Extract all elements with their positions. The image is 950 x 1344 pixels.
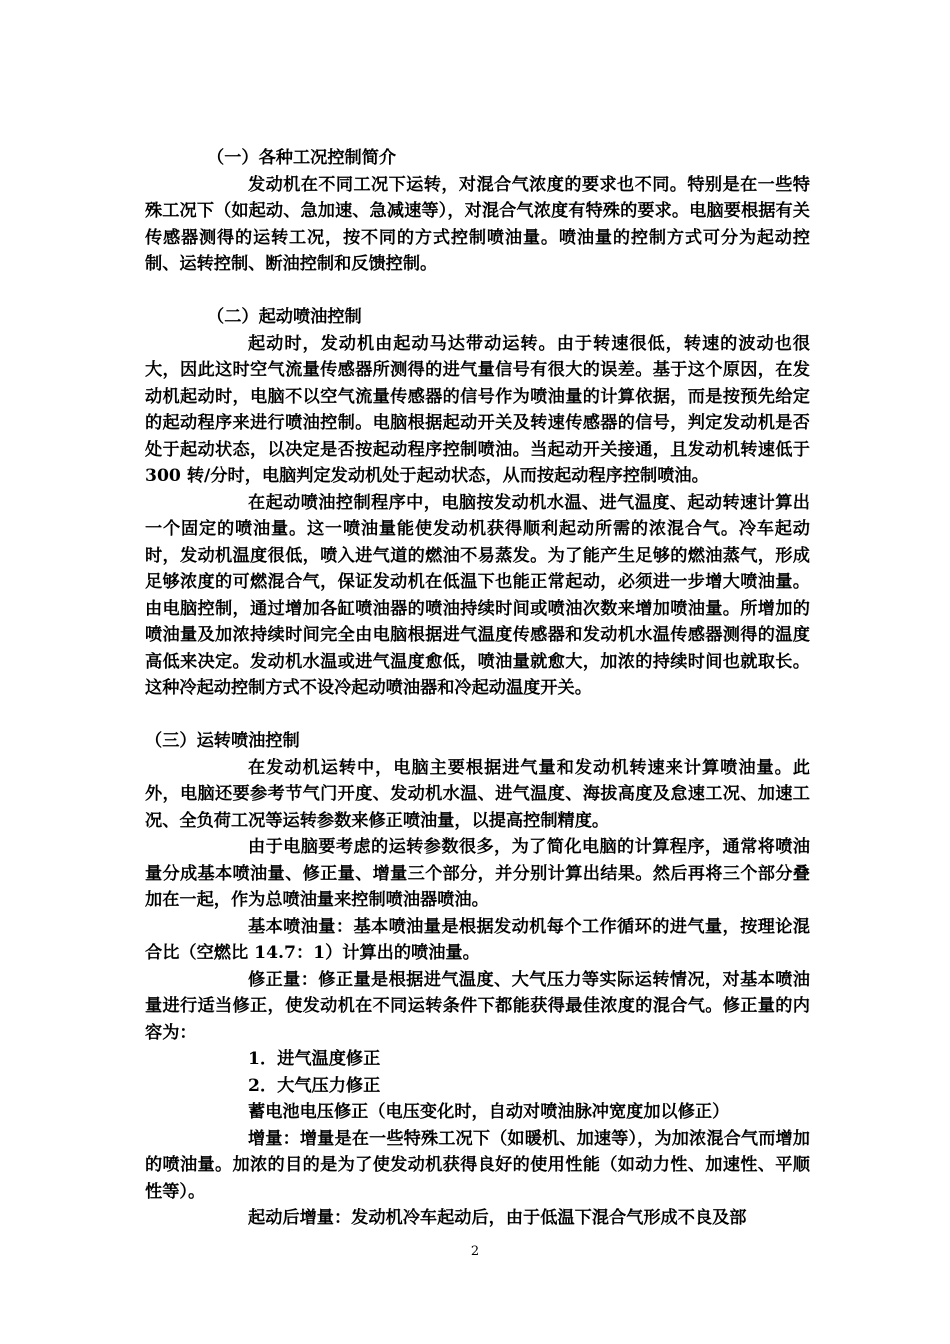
paragraph: 在发动机运转中，电脑主要根据进气量和发动机转速来计算喷油量。此外，电脑还要参考节气门开度、发动机水温、进气温度、海拔高度及怠速工况、加速工况、全负荷工况等运转参数来修正喷油量，以提高控制精度。 [145, 757, 810, 831]
list-item: 2．大气压力修正 [248, 1075, 381, 1096]
paragraph: 基本喷油量：基本喷油量是根据发动机每个工作循环的进气量，按理论混合比（空燃比 14.7：1）计算出的喷油量。 [145, 916, 810, 963]
section-heading-3: （三）运转喷油控制 [145, 731, 300, 751]
paragraph: 在起动喷油控制程序中，电脑按发动机水温、进气温度、起动转速计算出一个固定的喷油量。这一喷油量能使发动机获得顺利起动所需的浓混合气。冷车起动时，发动机温度很低，喷入进气道的燃油不易蒸发。为了能产生足够的燃油蒸气，形成足够浓度的可燃混合气，保证发动机在低温下也能正常起动，必须进一步增大喷油量。由电脑控制，通过增加各缸喷油器的喷油持续时间或喷油次数来增加喷油量。所增加的喷油量及加浓持续时间完全由电脑根据进气温度传感器和发动机水温传感器测得的温度高低来决定。发动机水温或进气温度愈低，喷油量就愈大，加浓的持续时间也就取长。这种冷起动控制方式不设冷起动喷油器和冷起动温度开关。 [145, 492, 810, 698]
paragraph: 由于电脑要考虑的运转参数很多，为了简化电脑的计算程序，通常将喷油量分成基本喷油量、修正量、增量三个部分，并分别计算出结果。然后再将三个部分叠加在一起，作为总喷油量来控制喷油器喷油。 [145, 837, 810, 910]
list-item: 蓄电池电压修正（电压变化时，自动对喷油脉冲宽度加以修正） [248, 1102, 730, 1122]
document-body [145, 145, 810, 1232]
page-number: 2 [470, 1244, 480, 1259]
paragraph: 增量：增量是在一些特殊工况下（如暖机、加速等），为加浓混合气而增加的喷油量。加浓的目的是为了使发动机获得良好的使用性能（如动力性、加速性、平顺性等）。 [145, 1128, 810, 1202]
list-item: 1．进气温度修正 [248, 1049, 381, 1069]
paragraph: 修正量：修正量是根据进气温度、大气压力等实际运转情况，对基本喷油量进行适当修正，使发动机在不同运转条件下都能获得最佳浓度的混合气。修正量的内容为： [145, 969, 810, 1043]
paragraph: 起动时，发动机由起动马达带动运转。由于转速很低，转速的波动也很大，因此这时空气流量传感器所测得的进气量信号有很大的误差。基于这个原因，在发动机起动时，电脑不以空气流量传感器的信号作为喷油量的计算依据，而是按预先给定的起动程序来进行喷油控制。电脑根据起动开关及转速传感器的信号，判定发动机是否处于起动状态，以决定是否按起动程序控制喷油。当起动开关接通，且发动机转速低于 300 转/分时，电脑判定发动机处于起动状态，从而按起动程序控制喷油。 [145, 333, 810, 486]
section-heading-1: （一）各种工况控制简介 [207, 148, 397, 168]
paragraph: 发动机在不同工况下运转，对混合气浓度的要求也不同。特别是在一些特殊工况下（如起动、急加速、急减速等），对混合气浓度有特殊的要求。电脑要根据有关传感器测得的运转工况，按不同的方式控制喷油量。喷油量的控制方式可分为起动控制、运转控制、断油控制和反馈控制。 [145, 174, 810, 274]
section-heading-2: （二）起动喷油控制 [207, 307, 362, 327]
paragraph: 起动后增量：发动机冷车起动后，由于低温下混合气形成不良及部 [248, 1208, 747, 1228]
